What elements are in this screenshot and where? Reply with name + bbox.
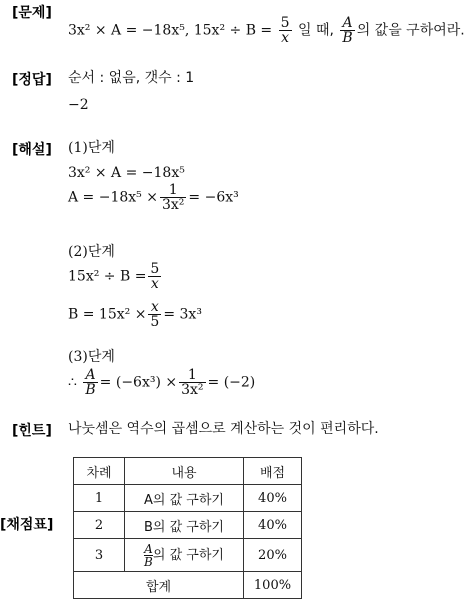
step3-post: = (−2): [207, 374, 256, 391]
problem-fraction-2: [340, 16, 354, 45]
step2-line2: [68, 300, 202, 329]
table-total-row: [74, 572, 302, 599]
problem-part-b: 일 때,: [293, 22, 339, 39]
row-score: 40%: [244, 485, 302, 512]
fraction-numerator: x: [148, 300, 161, 315]
header-order: 차례: [74, 458, 125, 485]
therefore-symbol: ∴: [68, 374, 77, 391]
row-number: 2: [74, 512, 125, 539]
fraction-denominator: B: [85, 382, 96, 398]
problem-part-c: 의 값을 구하여라.: [356, 22, 465, 39]
row-score: 20%: [244, 539, 302, 572]
fraction-numerator: A: [83, 368, 97, 383]
fraction-numerator: A: [340, 16, 354, 31]
total-score: 100%: [244, 572, 302, 599]
fraction-denominator: 3x²: [181, 382, 204, 398]
step1-fraction: [160, 183, 186, 212]
step1-line2-post: = −6x³: [188, 189, 239, 206]
step1-line2: [68, 183, 239, 212]
header-score: 배점: [244, 458, 302, 485]
step2-fraction-1: [148, 262, 161, 291]
fraction-numerator: 5: [280, 15, 290, 31]
table-header-row: [74, 458, 302, 485]
step3-fraction-1: [83, 368, 97, 397]
step3-line: [68, 368, 255, 397]
step1-line1: 3x² × A = −18x⁵: [68, 165, 185, 181]
step2-line2-post: = 3x³: [163, 306, 202, 323]
fraction-denominator: x: [281, 30, 290, 46]
total-label: 합계: [74, 572, 244, 599]
problem-fraction-1: [279, 16, 292, 45]
step1-line2-pre: A = −18x⁵ ×: [68, 189, 158, 206]
step3-title: (3)단계: [68, 349, 115, 365]
fraction-denominator: x: [150, 276, 159, 292]
step2-line2-pre: B = 15x² ×: [68, 306, 147, 323]
fraction-denominator: 3x²: [161, 197, 185, 213]
content-rest: 의 값 구하기: [152, 547, 224, 563]
fraction-denominator: 5: [150, 314, 160, 330]
content-fraction: [144, 543, 153, 568]
table-row: [74, 512, 302, 539]
grading-label: [채점표]: [0, 517, 54, 533]
step2-line1-pre: 15x² ÷ B =: [68, 268, 147, 285]
row-score: 40%: [244, 512, 302, 539]
answer-value: −2: [68, 97, 89, 113]
hint-text: 나눗셈은 역수의 곱셈으로 계산하는 것이 편리하다.: [68, 421, 379, 437]
row-content: [125, 539, 244, 572]
problem-label: [문제]: [12, 5, 52, 21]
fraction-numerator: 5: [150, 261, 160, 277]
problem-text: [68, 16, 465, 45]
step3-fraction-2: [179, 368, 205, 397]
fraction-denominator: B: [144, 554, 153, 569]
fraction-numerator: 1: [179, 368, 205, 383]
fraction-numerator: A: [144, 541, 153, 556]
answer-meta: 순서 : 없음, 갯수 : 1: [68, 70, 195, 86]
row-content: A의 값 구하기: [125, 485, 244, 512]
table-row: [74, 485, 302, 512]
step2-fraction-2: [148, 300, 161, 329]
fraction-denominator: B: [342, 30, 353, 46]
row-number: 3: [74, 539, 125, 572]
hint-label: [힌트]: [12, 423, 52, 439]
step1-title: (1)단계: [68, 140, 115, 156]
step3-mid: = (−6x³) ×: [99, 374, 178, 391]
header-content: 내용: [125, 458, 244, 485]
step2-title: (2)단계: [68, 244, 115, 260]
fraction-numerator: 1: [160, 183, 186, 198]
problem-part-a: 3x² × A = −18x⁵, 15x² ÷ B =: [68, 22, 277, 39]
row-content: B의 값 구하기: [125, 512, 244, 539]
row-number: 1: [74, 485, 125, 512]
step2-line1: [68, 262, 163, 291]
grading-table: [73, 457, 302, 599]
solution-label: [해설]: [12, 142, 52, 158]
table-row: [74, 539, 302, 572]
answer-label: [정답]: [12, 72, 52, 88]
